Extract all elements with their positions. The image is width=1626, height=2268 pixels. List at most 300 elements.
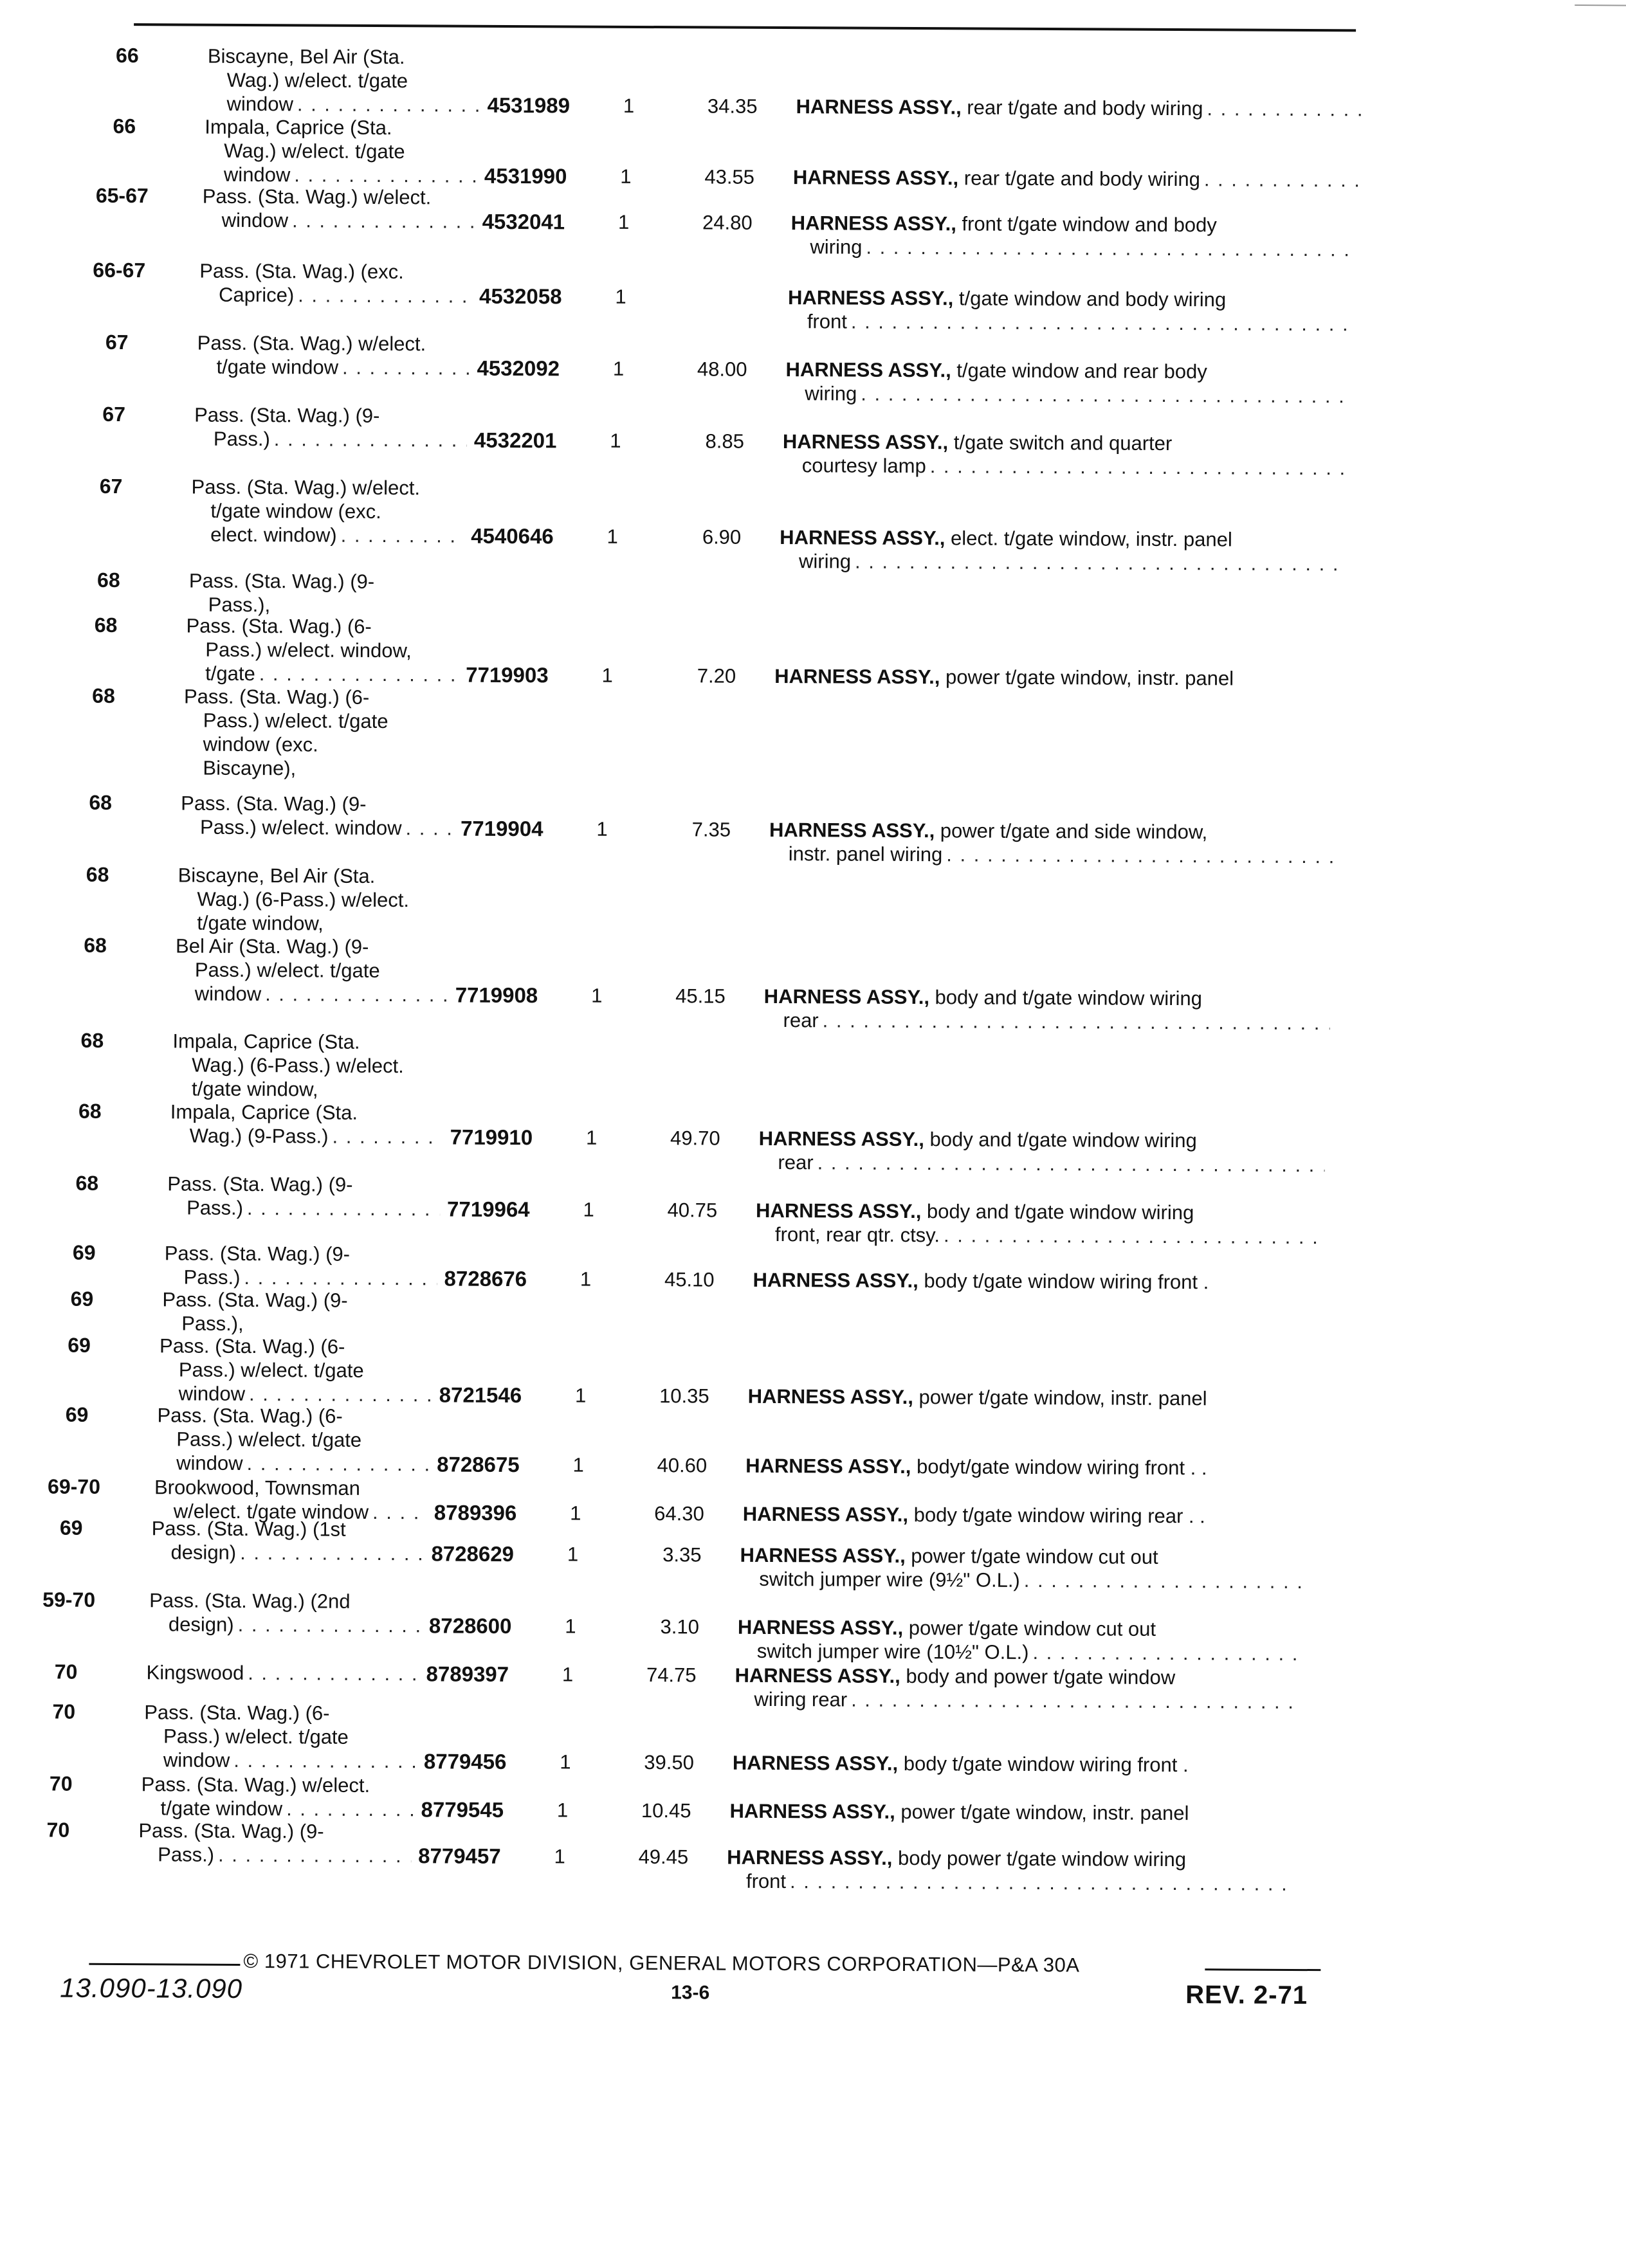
quantity: 1 [585,1126,598,1149]
leader-dots [851,310,1354,336]
list-price: 10.35 [659,1384,709,1408]
quantity: 1 [560,1750,571,1774]
part-number: 7719904 [460,816,544,841]
quantity: 1 [601,664,613,687]
item-description [763,984,1329,1035]
item-description [758,1127,1324,1177]
item-description [727,1846,1293,1896]
parts-list [5,0,1626,1893]
item-text: elect. t/gate window, instr. panel [945,527,1232,551]
part-number: 7719903 [466,662,549,687]
item-description [783,430,1349,480]
description-line: design) [170,1541,237,1564]
model-year: 69 [65,1402,89,1426]
quantity: 1 [620,165,632,188]
item-description [756,1199,1322,1249]
leader-dots [405,816,453,840]
description-line: window [178,1382,246,1405]
description-line: Pass.) [213,427,270,451]
description-line: design) [168,1613,234,1636]
model-year: 66 [113,114,136,138]
vehicle-description [162,1287,439,1336]
item-description [774,664,1340,691]
description-line: Pass.), [181,1312,244,1335]
part-number: 4540646 [471,523,554,549]
leader-dots [341,523,464,548]
description-line: t/gate window [216,355,339,379]
item-text: bodyt/gate window wiring front . . [911,1455,1207,1480]
description-line: Pass.) w/elect. t/gate [163,1725,349,1748]
description-line: Pass. (Sta. Wag.) (exc. [199,259,404,284]
item-text: front [745,1869,787,1893]
item-text: t/gate window and rear body [951,359,1207,383]
description-line: Pass. (Sta. Wag.) (2nd [149,1589,351,1613]
list-price: 3.10 [660,1615,700,1638]
description-line: window [163,1748,230,1772]
item-name: HARNESS ASSY., [735,1664,900,1687]
vehicle-description [146,1660,423,1685]
item-description [793,165,1359,192]
quantity: 1 [615,285,626,308]
list-price: 49.45 [638,1845,689,1869]
part-number: 4531989 [487,93,571,118]
leader-dots [274,427,467,451]
description-line: Pass. (Sta. Wag.) (6- [144,1701,330,1725]
leader-dots [218,1843,411,1867]
item-text: body and t/gate window wiring [921,1200,1194,1224]
list-price: 34.35 [707,95,758,118]
description-line: Pass. (Sta. Wag.) (6- [183,685,370,709]
description-line: Impala, Caprice (Sta. [172,1030,360,1053]
item-text: power t/gate window, instr. panel [940,666,1234,690]
quantity: 1 [580,1267,592,1291]
item-text: rear [778,1151,814,1174]
description-line: window [223,163,291,186]
list-price: 8.85 [705,430,745,453]
model-year: 68 [84,933,107,957]
vehicle-description [181,791,457,840]
vehicle-description [172,1029,450,1102]
leader-dots [233,1748,417,1773]
leader-dots [286,1797,414,1821]
description-line: Pass. (Sta. Wag.) (9- [194,403,380,427]
group-index: 13.090-13.090 [60,1972,243,2004]
list-price: 10.45 [641,1799,691,1822]
description-line: Caprice) [218,283,295,307]
part-number: 4531990 [484,163,567,188]
item-text: front [807,310,847,333]
quantity: 1 [570,1501,581,1525]
quantity: 1 [565,1615,576,1638]
quantity: 1 [583,1198,594,1221]
list-price: 40.60 [657,1454,708,1477]
leader-dots [265,982,448,1006]
item-text: body and t/gate window wiring [929,986,1202,1010]
quantity: 1 [612,357,625,380]
item-name: HARNESS ASSY., [758,1127,924,1151]
item-name: HARNESS ASSY., [792,166,959,190]
item-text: wiring [805,382,857,405]
model-year: 68 [92,684,115,707]
description-line: Pass. (Sta. Wag.) w/elect. [197,331,426,356]
quantity: 1 [591,984,603,1007]
description-line: t/gate window (exc. [210,499,381,523]
part-number: 8779456 [423,1749,507,1774]
description-line: t/gate window, [197,911,324,935]
quantity: 1 [610,429,621,452]
leader-dots [946,842,1335,868]
item-name: HARNESS ASSY., [745,1454,911,1478]
description-line: Biscayne, Bel Air (Sta. [207,44,405,69]
vehicle-description [144,1700,421,1773]
item-text: body t/gate window wiring front . [918,1269,1209,1294]
vehicle-description [199,259,476,308]
description-line: window [226,92,293,116]
part-entry [82,43,1369,120]
leader-dots [249,1382,432,1406]
description-line: Biscayne, Bel Air (Sta. [178,864,376,887]
model-year: 68 [94,613,118,637]
vehicle-description [189,569,466,618]
leader-dots [944,1223,1322,1249]
list-price: 39.50 [644,1751,694,1774]
page-number: 13-6 [671,1982,710,2004]
vehicle-description [151,1516,428,1565]
vehicle-description [186,614,463,687]
item-description [743,1502,1309,1529]
part-number: 4532201 [473,428,557,453]
description-line: elect. window) [210,523,337,547]
leader-dots [294,163,477,187]
item-text: t/gate window and body wiring [953,287,1227,311]
item-text: wiring rear [754,1687,848,1711]
description-line: Biscayne), [203,756,297,780]
vehicle-description [207,44,484,117]
model-year: 68 [78,1099,102,1123]
list-price: 24.80 [702,211,753,234]
part-number: 4532092 [477,356,560,381]
model-year: 67 [102,402,126,426]
item-description [780,525,1346,576]
item-description [733,1751,1299,1777]
item-description [729,1799,1295,1826]
description-line: Impala, Caprice (Sta. [205,115,392,140]
description-line: Pass.) w/elect. t/gate [194,958,380,982]
list-price: 64.30 [654,1502,704,1525]
item-text: front, rear qtr. ctsy. [774,1223,940,1247]
item-name: HARNESS ASSY., [747,1384,914,1409]
model-year: 69 [70,1287,94,1311]
description-line: Pass. (Sta. Wag.) (9- [138,1819,324,1843]
item-description [753,1268,1319,1294]
copyright-line: © 1971 CHEVROLET MOTOR DIVISION, GENERAL MOTORS CORPORATION—P&A 30A [243,1949,1080,1977]
leader-dots [332,1125,443,1149]
model-year: 67 [99,474,123,498]
list-price: 43.55 [704,165,755,188]
description-line: Pass. (Sta. Wag.) w/elect. [191,475,421,500]
item-text: power t/gate window, instr. panel [913,1386,1207,1410]
item-name: HARNESS ASSY., [763,984,930,1009]
leader-dots [1024,1568,1306,1593]
vehicle-description [191,475,468,548]
vehicle-description [176,934,453,1006]
item-text: body t/gate window wiring rear . . [908,1503,1205,1528]
item-description [796,95,1362,121]
item-description [740,1543,1306,1593]
part-number: 8728629 [431,1541,515,1566]
item-text: power t/gate window cut out [903,1616,1156,1640]
footer-rule-right [1205,1968,1320,1971]
corner-mark [1575,5,1626,6]
description-line: Impala, Caprice (Sta. [170,1100,358,1124]
model-year: 70 [46,1818,70,1842]
description-line: w/elect. t/gate window [173,1500,369,1523]
leader-dots [240,1541,424,1565]
quantity: 1 [562,1663,574,1686]
model-year: 68 [97,568,120,592]
description-line: Pass.) w/elect. window [199,815,402,840]
description-line: window [194,982,262,1006]
description-line: Pass. (Sta. Wag.) (9- [162,1288,348,1312]
part-number: 8728676 [444,1266,527,1291]
description-line: Pass. (Sta. Wag.) w/elect. [202,185,432,209]
item-name: HARNESS ASSY., [785,358,951,382]
list-price: 3.35 [662,1543,702,1566]
part-number: 7719910 [450,1125,533,1150]
description-line: Pass. (Sta. Wag.) (9- [167,1172,353,1196]
part-number: 4532058 [479,284,562,309]
item-name: HARNESS ASSY., [780,526,945,550]
item-text: wiring [798,550,852,573]
description-line: Pass.) [158,1843,215,1866]
model-year: 68 [80,1028,104,1052]
part-number: 4532041 [482,209,565,234]
item-name: HARNESS ASSY., [774,664,940,689]
leader-dots [851,1688,1301,1714]
description-line: Pass.) w/elect. window, [205,638,412,662]
item-name: HARNESS ASSY., [753,1268,918,1293]
description-line: Pass. (Sta. Wag.) (9- [164,1242,351,1266]
description-line: Pass.) [187,1196,244,1219]
quantity: 1 [607,525,618,548]
item-description [788,286,1354,336]
quantity: 1 [554,1845,565,1868]
footer-rule-left [89,1963,240,1966]
model-year: 66-67 [93,258,146,282]
part-number: 8789397 [426,1662,509,1686]
quantity: 1 [572,1453,584,1476]
model-year: 68 [75,1171,99,1195]
description-line: Wag.) (6-Pass.) w/elect. [197,887,410,912]
list-price: 48.00 [697,358,747,381]
item-text: t/gate switch and quarter [948,431,1173,455]
item-text: body and t/gate window wiring [924,1128,1197,1152]
description-line: Wag.) w/elect. t/gate [226,68,408,93]
leader-dots [930,454,1349,480]
vehicle-description [141,1772,417,1821]
model-year: 69 [59,1516,83,1539]
model-year: 68 [86,862,109,886]
item-text: front t/gate window and body [956,212,1217,237]
item-text: rear [783,1009,819,1032]
model-year: 67 [105,330,129,354]
part-number: 8779545 [421,1797,504,1822]
list-price: 45.10 [664,1268,715,1291]
model-year: 70 [54,1660,78,1683]
vehicle-description [165,1241,441,1290]
leader-dots [248,1661,419,1685]
item-text: instr. panel wiring [788,842,943,866]
item-text: rear t/gate and body wiring [958,167,1200,191]
description-line: Pass. (Sta. Wag.) w/elect. [141,1773,370,1797]
part-number: 8721546 [439,1383,522,1408]
list-price: 40.75 [667,1199,718,1222]
vehicle-description [183,685,461,781]
quantity: 1 [574,1384,587,1407]
item-text: body and power t/gate window [900,1664,1176,1689]
part-entry [45,1099,1331,1174]
item-description [790,211,1357,261]
description-line: Pass. (Sta. Wag.) (6- [186,614,372,638]
description-line: Pass. (Sta. Wag.) (9- [188,569,375,593]
item-name: HARNESS ASSY., [742,1502,909,1527]
item-description [738,1615,1304,1665]
leader-dots [823,1008,1330,1035]
leader-dots [1207,96,1362,121]
leader-dots [247,1196,440,1220]
item-description [769,818,1335,868]
description-line: Pass. (Sta. Wag.) (6- [159,1334,345,1358]
leader-dots [790,1869,1293,1896]
part-entry [55,790,1342,866]
leader-dots [244,1266,437,1290]
list-price: 7.20 [697,664,736,687]
leader-dots [1032,1640,1303,1665]
item-text: courtesy lamp [801,454,926,478]
item-text: power t/gate and side window, [935,819,1208,844]
model-year: 66 [115,43,139,68]
leader-dots [818,1150,1325,1177]
quantity: 1 [556,1799,569,1822]
part-entry [34,1333,1320,1410]
leader-dots [298,283,472,307]
leader-dots [861,382,1351,408]
description-line: window [176,1451,243,1474]
revision-label: REV. 2-71 [1185,1981,1308,2010]
leader-dots [342,356,470,380]
description-line: Pass.) w/elect. t/gate [176,1428,362,1451]
description-line: t/gate [205,662,255,685]
leader-dots [866,235,1357,262]
model-year: 70 [52,1700,76,1723]
description-line: t/gate window [160,1797,283,1820]
top-rule [134,23,1356,32]
item-name: HARNESS ASSY., [787,286,954,310]
description-line: Wag.) (6-Pass.) w/elect. [192,1053,404,1078]
part-number: 7719908 [455,983,538,1008]
item-text: wiring [810,235,863,259]
item-name: HARNESS ASSY., [727,1846,893,1869]
item-text: power t/gate window, instr. panel [895,1800,1189,1825]
vehicle-description [149,1588,426,1637]
item-name: HARNESS ASSY., [737,1615,904,1639]
description-line: Pass. (Sta. Wag.) (9- [181,792,367,815]
vehicle-description [170,1100,447,1148]
description-line: Pass.) w/elect. t/gate [203,709,388,733]
leader-dots [855,550,1346,576]
item-text: body power t/gate window wiring [892,1846,1187,1871]
description-line: t/gate window, [191,1077,318,1101]
item-name: HARNESS ASSY., [729,1799,895,1823]
part-entry [61,613,1347,690]
model-year: 69 [72,1240,96,1264]
vehicle-description [138,1819,415,1867]
quantity: 1 [623,94,635,117]
quantity: 1 [617,210,630,233]
item-description [785,358,1351,408]
description-line: window (exc. [203,732,318,756]
model-year: 69-70 [47,1474,101,1498]
description-line: Wag.) w/elect. t/gate [224,139,405,163]
quantity: 1 [567,1543,579,1566]
leader-dots [238,1613,422,1637]
list-price: 7.35 [691,818,731,841]
item-description [745,1454,1311,1480]
vehicle-description [157,1403,434,1476]
vehicle-description [160,1334,437,1406]
part-number: 8789396 [434,1500,517,1525]
description-line: Pass.) w/elect. t/gate [178,1358,364,1382]
item-name: HARNESS ASSY., [732,1751,899,1775]
list-price: 74.75 [646,1664,697,1687]
part-number: 8728600 [428,1613,512,1638]
part-number: 8728675 [437,1452,520,1477]
part-entry [50,933,1337,1032]
vehicle-description [178,863,455,936]
item-description [748,1384,1314,1411]
model-year: 68 [89,790,113,814]
model-year: 59-70 [42,1588,96,1611]
leader-dots [1204,167,1359,192]
item-text: body t/gate window wiring front . [898,1752,1189,1777]
model-year: 65-67 [95,183,149,208]
list-price: 49.70 [670,1127,720,1150]
item-text: switch jumper wire (9½" O.L.) [759,1567,1020,1592]
list-price: 6.90 [702,525,742,549]
part-number: 8779457 [418,1844,501,1868]
item-name: HARNESS ASSY., [796,95,962,119]
vehicle-description [167,1172,444,1220]
description-line: Wag.) (9-Pass.) [189,1124,329,1148]
item-text: switch jumper wire (10½" O.L.) [756,1639,1029,1664]
description-line: Pass. (Sta. Wag.) (6- [157,1404,343,1428]
leader-dots [246,1451,430,1476]
leader-dots [297,92,480,116]
description-line: window [221,208,289,232]
item-name: HARNESS ASSY., [782,430,949,454]
description-line: Pass.) [183,1266,241,1289]
description-line: Kingswood [146,1661,244,1684]
leader-dots [259,662,459,687]
part-number: 7719964 [447,1197,530,1222]
vehicle-description [205,115,482,188]
leader-dots [292,208,475,233]
vehicle-description [197,331,473,380]
item-name: HARNESS ASSY., [769,818,935,842]
description-line: Pass.), [208,593,271,617]
item-description [735,1664,1301,1714]
vehicle-description [194,403,471,452]
